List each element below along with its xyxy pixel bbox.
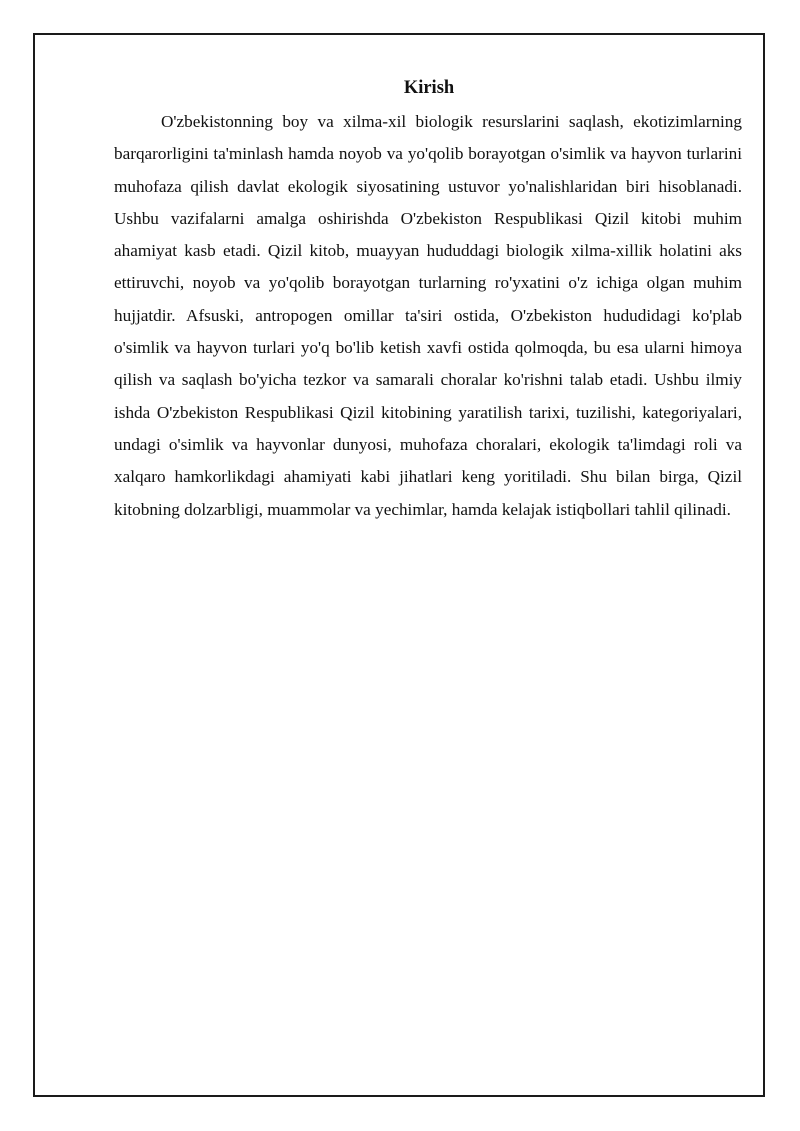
document-heading: Kirish [403, 78, 455, 98]
document-paragraph: O'zbekistonning boy va xilma-xil biologik resurslarini saqlash, ekotizimlarning barqarorligini ta'minlash hamda noyob va yo'qolib borayotgan o'simlik va hayvon turlarini muhofaza qilish davlat ekologik siyosatining ustuvor yo'nalishlaridan biri hisoblanadi. Ushbu vazifalarni amalga oshirishda O'zbekiston Respublikasi Qizil kitobi muhim ahamiyat kasb etadi. Qizil kitob, muayyan hududdagi biologik xilma-xillik holatini aks ettiruvchi, noyob va yo'qolib borayotgan turlarning ro'yxatini o'z ichiga olgan muhim hujjatdir. Afsuski, antropogen omillar ta'siri ostida, O'zbekiston hududidagi ko'plab o'simlik va hayvon turlari yo'q bo'lib ketish xavfi ostida qolmoqda, bu esa ularni himoya qilish va saqlash bo'yicha tezkor va samarali choralar ko'rishni talab etadi. Ushbu ilmiy ishda O'zbekiston Respublikasi Qizil kitobining yaratilish tarixi, tuzilishi, kategoriyalari, undagi o'simlik va hayvonlar dunyosi, muhofaza choralari, ekologik ta'limdagi roli va xalqaro hamkorlikdagi ahamiyati kabi jihatlari keng yoritiladi. Shu bilan birga, Qizil kitobning dolzarbligi, muammolar va yechimlar, hamda kelajak istiqbollari tahlil qilinadi. [114, 112, 742, 519]
